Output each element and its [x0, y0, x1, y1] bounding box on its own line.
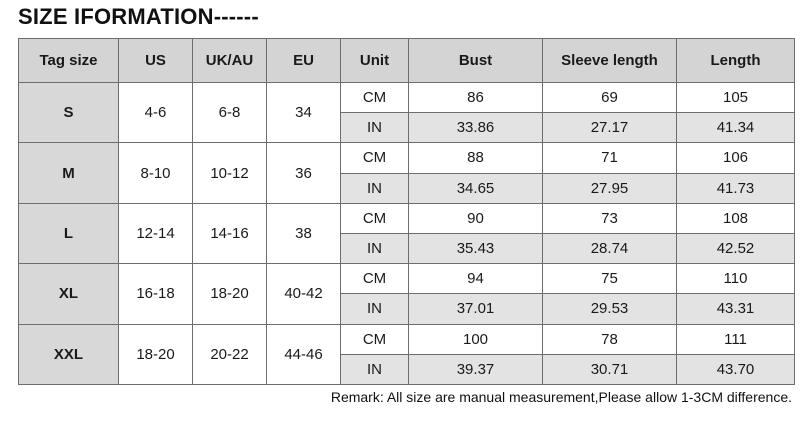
unit-cell: CM	[341, 324, 409, 354]
sleeve-length-cell: 75	[543, 264, 677, 294]
us-size-cell: 18-20	[119, 324, 193, 384]
header-length: Length	[677, 39, 795, 83]
length-cell: 111	[677, 324, 795, 354]
uk-au-size-cell: 18-20	[193, 264, 267, 324]
bust-cell: 39.37	[409, 354, 543, 384]
tag-size-cell: S	[19, 83, 119, 143]
uk-au-size-cell: 10-12	[193, 143, 267, 203]
unit-cell: CM	[341, 83, 409, 113]
tag-size-cell: L	[19, 203, 119, 263]
length-cell: 105	[677, 83, 795, 113]
sleeve-length-cell: 29.53	[543, 294, 677, 324]
sleeve-length-cell: 78	[543, 324, 677, 354]
table-row	[19, 83, 795, 113]
us-size-cell: 16-18	[119, 264, 193, 324]
size-chart-table	[18, 38, 795, 385]
sleeve-length-cell: 71	[543, 143, 677, 173]
header-bust: Bust	[409, 39, 543, 83]
bust-cell: 35.43	[409, 233, 543, 263]
table-row	[19, 264, 795, 294]
page-title: SIZE IFORMATION------	[18, 4, 259, 29]
bust-cell: 33.86	[409, 113, 543, 143]
remark-note: Remark: All size are manual measurement,Please allow 1-3CM difference.	[330, 389, 792, 405]
header-uk-au: UK/AU	[193, 39, 267, 83]
tag-size-cell: M	[19, 143, 119, 203]
uk-au-size-cell: 14-16	[193, 203, 267, 263]
eu-size-cell: 44-46	[267, 324, 341, 384]
bust-cell: 37.01	[409, 294, 543, 324]
bust-cell: 90	[409, 203, 543, 233]
bust-cell: 94	[409, 264, 543, 294]
bust-cell: 88	[409, 143, 543, 173]
us-size-cell: 4-6	[119, 83, 193, 143]
bust-cell: 100	[409, 324, 543, 354]
us-size-cell: 8-10	[119, 143, 193, 203]
sleeve-length-cell: 27.95	[543, 173, 677, 203]
uk-au-size-cell: 20-22	[193, 324, 267, 384]
sleeve-length-cell: 30.71	[543, 354, 677, 384]
table-row	[19, 143, 795, 173]
us-size-cell: 12-14	[119, 203, 193, 263]
header-unit: Unit	[341, 39, 409, 83]
bust-cell: 86	[409, 83, 543, 113]
unit-cell: IN	[341, 113, 409, 143]
eu-size-cell: 38	[267, 203, 341, 263]
header-sleeve-length: Sleeve length	[543, 39, 677, 83]
sleeve-length-cell: 28.74	[543, 233, 677, 263]
table-row	[19, 324, 795, 354]
length-cell: 106	[677, 143, 795, 173]
length-cell: 43.31	[677, 294, 795, 324]
tag-size-cell: XL	[19, 264, 119, 324]
unit-cell: CM	[341, 264, 409, 294]
length-cell: 108	[677, 203, 795, 233]
table-row	[19, 203, 795, 233]
unit-cell: IN	[341, 233, 409, 263]
unit-cell: CM	[341, 143, 409, 173]
uk-au-size-cell: 6-8	[193, 83, 267, 143]
header-us: US	[119, 39, 193, 83]
header-tag-size: Tag size	[19, 39, 119, 83]
header-eu: EU	[267, 39, 341, 83]
length-cell: 41.73	[677, 173, 795, 203]
eu-size-cell: 36	[267, 143, 341, 203]
sleeve-length-cell: 69	[543, 83, 677, 113]
length-cell: 43.70	[677, 354, 795, 384]
eu-size-cell: 40-42	[267, 264, 341, 324]
eu-size-cell: 34	[267, 83, 341, 143]
bust-cell: 34.65	[409, 173, 543, 203]
unit-cell: IN	[341, 294, 409, 324]
table-header-row	[19, 39, 795, 83]
unit-cell: IN	[341, 173, 409, 203]
unit-cell: CM	[341, 203, 409, 233]
length-cell: 110	[677, 264, 795, 294]
unit-cell: IN	[341, 354, 409, 384]
sleeve-length-cell: 27.17	[543, 113, 677, 143]
length-cell: 41.34	[677, 113, 795, 143]
length-cell: 42.52	[677, 233, 795, 263]
tag-size-cell: XXL	[19, 324, 119, 384]
sleeve-length-cell: 73	[543, 203, 677, 233]
